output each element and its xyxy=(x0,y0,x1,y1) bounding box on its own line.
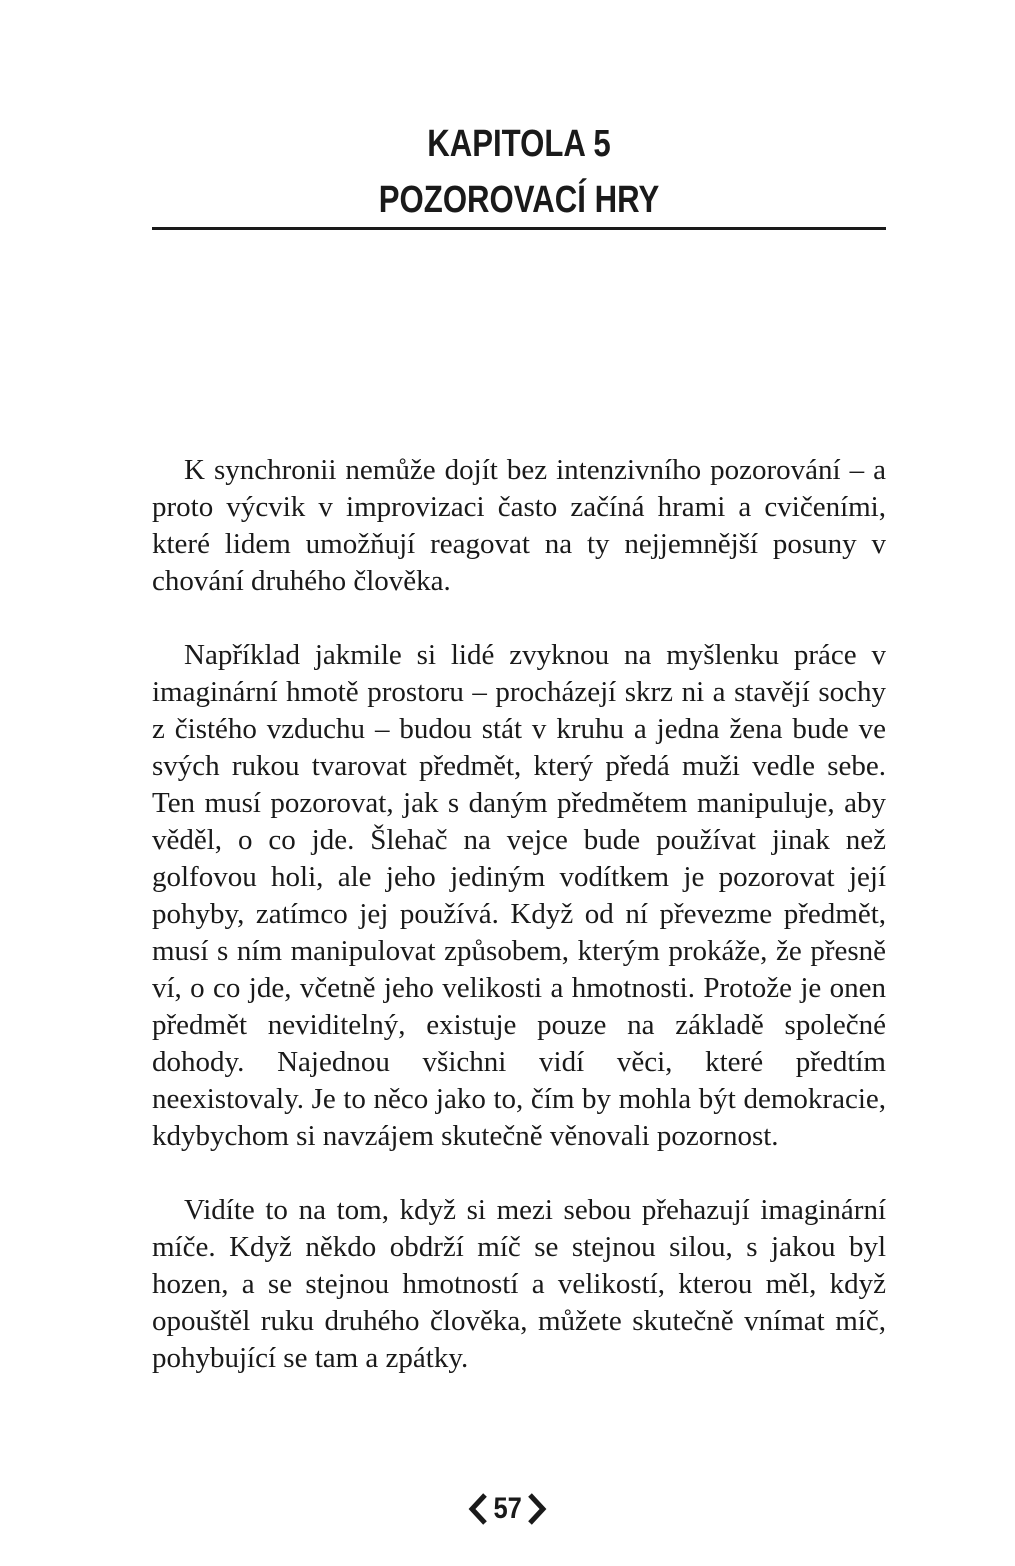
chevron-right-icon xyxy=(526,1492,548,1526)
paragraph-3: Vidíte to na tom, když si mezi sebou přehazují imaginární míče. Když někdo obdrží míč se stejnou silou, s jakou byl hozen, a se stejnou hmotností a velikostí, kterou měl, když opouštěl ruku druhého člověka, můžete skutečně vnímat míč, pohybující se tam a zpátky. xyxy=(152,1194,886,1374)
page-number: 57 xyxy=(493,1492,522,1526)
heading-divider xyxy=(152,227,886,230)
paragraph-2: Například jakmile si lidé zvyknou na myšlenku práce v imaginární hmotě prostoru – procházejí skrz ni a stavějí sochy z čistého vzduchu – budou stát v kruhu a jedna žena bude ve svých rukou tvarovat předmět, který předá muži vedle sebe. Ten musí pozorovat, jak s daným předmětem manipuluje, aby věděl, o co jde. Šlehač na vejce bude používat jinak než golfovou holi, ale jeho jediným vodítkem je pozorovat její pohyby, zatímco jej používá. Když od ní převezme předmět, musí s ním manipulovat způsobem, kterým prokáže, že přesně ví, o co jde, včetně jeho velikosti a hmotnosti. Protože je onen předmět neviditelný, existuje pouze na základě společné dohody. Najednou všichni vidí věci, které předtím neexistovaly. Je to něco jako to, čím by mohla být demokracie, kdybychom si navzájem skutečně věnovali pozornost. xyxy=(152,639,886,1152)
chevron-left-icon xyxy=(467,1492,489,1526)
chapter-heading xyxy=(218,116,820,228)
chapter-number: KAPITOLA 5 xyxy=(427,123,611,165)
paragraph-1: K synchronii nemůže dojít bez intenzivního pozorování – a proto výcvik v improvizaci často začíná hrami a cvičeními, které lidem umožňují reagovat na ty nejjemnější posuny v chování druhého člověka. xyxy=(152,454,886,597)
chapter-title: POZOROVACÍ HRY xyxy=(378,179,660,221)
page-footer xyxy=(0,1488,1015,1529)
body-text xyxy=(152,452,886,1414)
